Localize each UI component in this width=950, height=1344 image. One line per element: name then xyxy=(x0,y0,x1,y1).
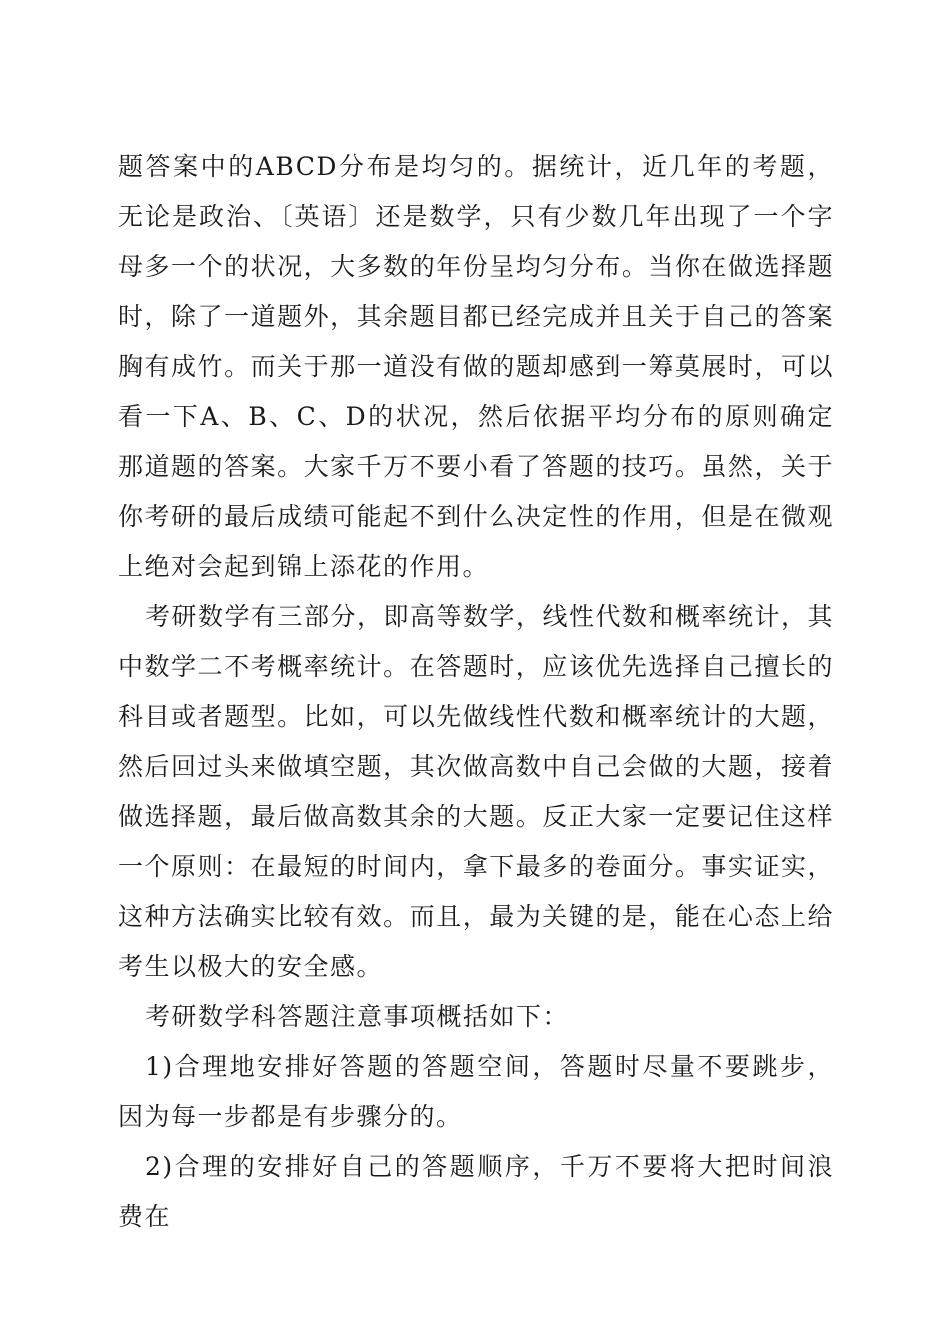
document-body xyxy=(118,142,834,1242)
paragraph-math-sections: 考研数学有三部分，即高等数学，线性代数和概率统计，其中数学二不考概率统计。在答题时，应该优先选择自己擅长的科目或者题型。比如，可以先做线性代数和概率统计的大题，然后回过头来做填空题，其次做高数中自己会做的大题，接着做选择题，最后做高数其余的大题。反正大家一定要记住这样一个原则：在最短的时间内，拿下最多的卷面分。事实证实，这种方法确实比较有效。而且，最为关键的是，能在心态上给考生以极大的安全感。 xyxy=(118,602,835,981)
list-item-2: 2)合理的安排好自己的答题顺序，千万不要将大把时间浪费在 xyxy=(118,1152,834,1231)
paragraph-notes-heading: 考研数学科答题注意事项概括如下： xyxy=(145,1002,570,1031)
paragraph-continued: 题答案中的ABCD分布是均匀的。据统计，近几年的考题，无论是政治、〔英语〕还是数学，只有少数几年出现了一个字母多一个的状况，大多数的年份呈均匀分布。当你在做选择题时，除了一道题外，其余题目都已经完成并且关于自己的答案胸有成竹。而关于那一道没有做的题却感到一筹莫展时，可以看一下A、B、C、D的状况，然后依据平均分布的原则确定那道题的答案。大家千万不要小看了答题的技巧。虽然，关于你考研的最后成绩可能起不到什么决定性的作用，但是在微观上绝对会起到锦上添花的作用。 xyxy=(118,152,834,581)
list-item-1: 1)合理地安排好答题的答题空间，答题时尽量不要跳步，因为每一步都是有步骤分的。 xyxy=(118,1052,834,1131)
